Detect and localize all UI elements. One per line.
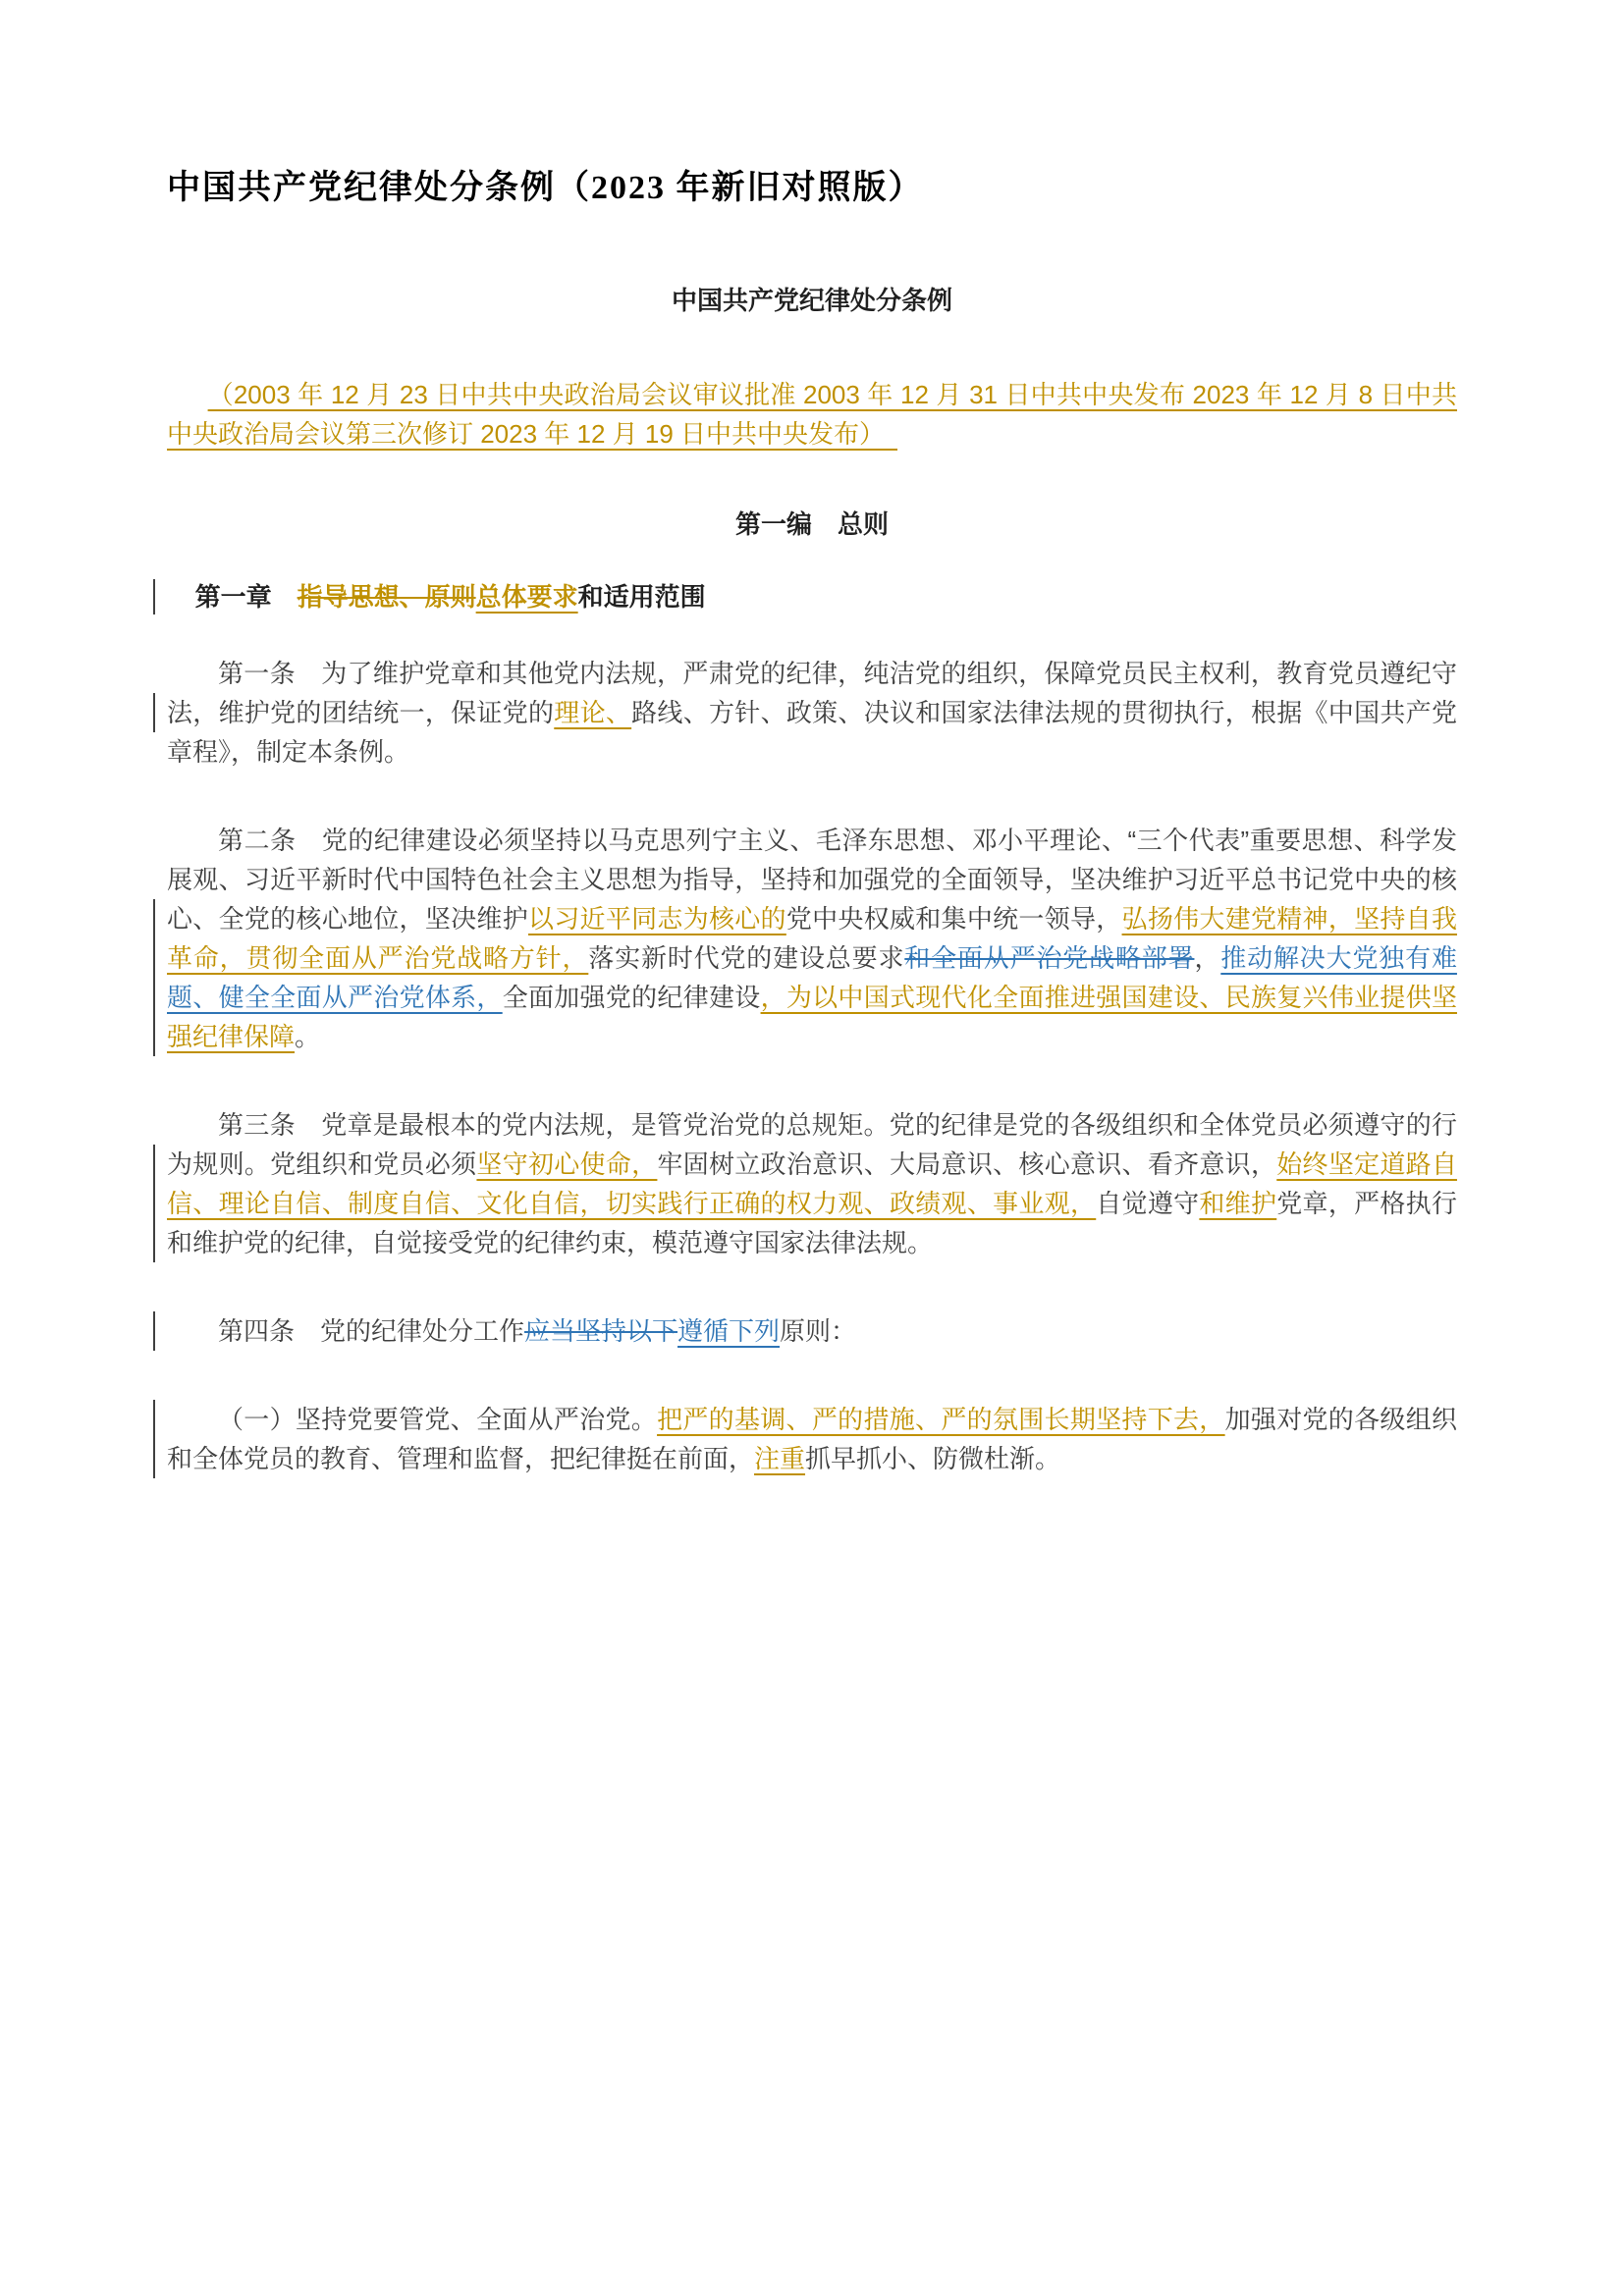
text-run-gi: 总体要求 — [475, 582, 578, 612]
text-run-n: 第二条 党的纪律建设必须坚持以马克思列宁主义、毛泽东思想、邓小平理论、“三个代表”重要思想、科学发展观、习近平新时代中国特色社会主义思想为指导，坚持和加强党的全面领导，坚决维护习近平总书记党中央的核心、全党的核心地位，坚决维护 — [167, 826, 1457, 934]
text-run-n: 抓早抓小、防微杜渐。 — [805, 1444, 1061, 1473]
text-run-n: 第四条 党的纪律处分工作 — [218, 1316, 525, 1346]
text-run-gi: 和维护 — [1199, 1189, 1277, 1218]
change-bar — [153, 1311, 155, 1351]
text-run-gi: 坚守初心使命， — [476, 1149, 658, 1179]
text-run-n: 党章，严格执行和维护党的纪律，自觉接受党的纪律约束，模范遵守国家法律法规。 — [167, 1189, 1457, 1257]
text-run-n: 自觉遵守 — [1096, 1189, 1200, 1218]
chapter-heading-text — [195, 582, 706, 612]
text-run-bi: 推动解决大党独有难题、健全全面从严治党体系， — [167, 943, 1457, 1012]
revision-note — [167, 375, 1457, 454]
text-run-gi: 始终坚定道路自信、理论自信、制度自信、文化自信，切实践行正确的权力观、政绩观、事业观， — [167, 1149, 1457, 1218]
text-run-n: 党中央权威和集中统一领导， — [785, 904, 1122, 934]
text-run-n: 第一章 — [194, 582, 298, 612]
article-1-text — [167, 659, 1457, 767]
text-run-gi: 理论、 — [554, 698, 632, 727]
change-bar — [153, 579, 155, 614]
revision-note-text — [167, 380, 1457, 449]
change-bar — [153, 1145, 155, 1262]
article-3 — [167, 1105, 1457, 1262]
article-2 — [167, 821, 1457, 1056]
change-bar — [153, 1400, 155, 1478]
list-item-1-text — [167, 1405, 1457, 1473]
document-subtitle: 中国共产党纪律处分条例 — [671, 286, 952, 315]
text-run-gi: 把严的基调、严的措施、严的氛围长期坚持下去， — [657, 1405, 1225, 1434]
article-1 — [167, 654, 1457, 772]
article-2-text — [167, 826, 1457, 1051]
article-3-text — [167, 1110, 1457, 1257]
text-run-bd: 和全面从严治党战略部署 — [904, 943, 1195, 973]
text-run-gi: ，为以中国式现代化全面推进强国建设、民族复兴伟业提供坚强纪律保障 — [167, 983, 1457, 1051]
article-4 — [167, 1311, 1457, 1351]
text-run-n: （一）坚持党要管党、全面从严治党。 — [218, 1405, 658, 1434]
text-run-n: 第三条 党章是最根本的党内法规，是管党治党的总规矩。党的纪律是党的各级组织和全体党员必须遵守的行为规则。党组织和党员必须 — [167, 1110, 1457, 1179]
list-item-1 — [167, 1400, 1457, 1478]
text-run-n: 路线、方针、政策、决议和国家法律法规的贯彻执行，根据《中国共产党章程》，制定本条例。 — [167, 698, 1457, 767]
text-run-gi: 以习近平同志为核心的 — [527, 904, 786, 934]
text-run-gi: 注重 — [754, 1444, 806, 1473]
text-run-n: 和适用范围 — [577, 582, 706, 612]
document-title: 中国共产党纪律处分条例（2023 年新旧对照版） — [167, 170, 924, 206]
text-run-n: 。 — [295, 1022, 321, 1051]
text-run-bi: 遵循下列 — [677, 1316, 781, 1346]
text-run-n: 原则： — [780, 1316, 857, 1346]
text-run-n: 全面加强党的纪律建设 — [502, 983, 761, 1012]
text-run-n: ， — [1194, 943, 1221, 973]
text-run-n: 第一条 为了维护党章和其他党内法规，严肃党的纪律，纯洁党的组织，保障党员民主权利，教育党员遵纪守法，维护党的团结统一，保证党的 — [167, 659, 1457, 727]
text-run-gd: 指导思想、原则 — [297, 582, 476, 612]
chapter-heading — [167, 577, 1457, 616]
text-run-n: 加强对党的各级组织和全体党员的教育、管理和监督，把纪律挺在前面， — [167, 1405, 1457, 1473]
text-run-n: 牢固树立政治意识、大局意识、核心意识、看齐意识， — [657, 1149, 1277, 1179]
text-run-n: 落实新时代党的建设总要求 — [588, 943, 905, 973]
text-run-bd: 应当坚持以下 — [524, 1316, 678, 1346]
change-bar — [153, 693, 155, 732]
text-run-gi: （2003 年 12 月 23 日中共中央政治局会议审议批准 2003 年 12 月 31 日中共中央发布 2023 年 12 月 8 日中共中央政治局会议第三次修订 2023 年 12 月 19 日中共中央发布） — [167, 380, 1457, 449]
change-bar — [153, 899, 155, 1056]
part-heading: 第一编 总则 — [734, 509, 889, 539]
text-run-gi: 弘扬伟大建党精神，坚持自我革命，贯彻全面从严治党战略方针， — [167, 904, 1457, 973]
article-4-text — [218, 1316, 856, 1346]
